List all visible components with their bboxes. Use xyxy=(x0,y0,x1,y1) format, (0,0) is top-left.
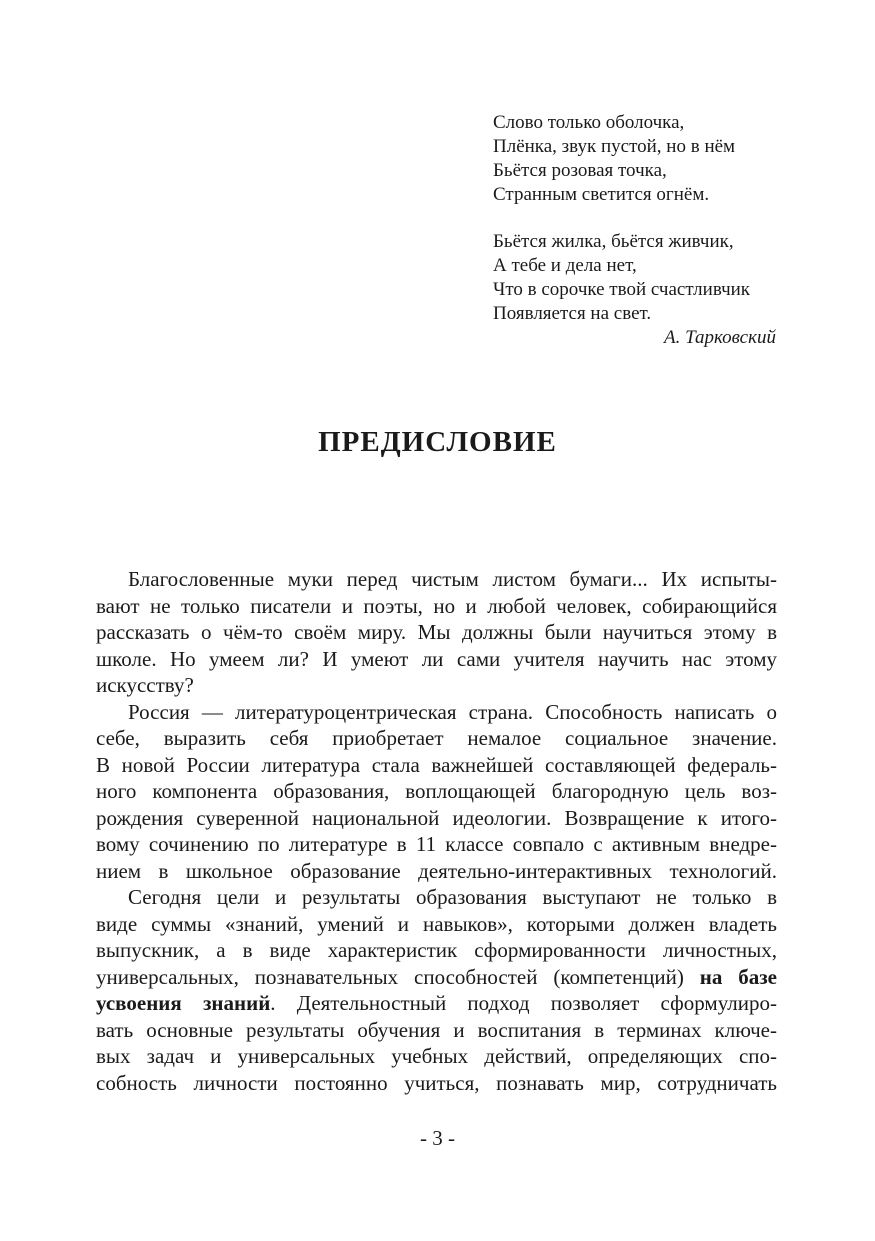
text-line: виде суммы «знаний, умений и навыков», которыми должен владеть xyxy=(96,911,777,936)
text-line: собность личности постоянно учиться, познавать мир, сотрудничать xyxy=(96,1070,777,1095)
verse-line: Слово только оболочка, xyxy=(493,112,685,133)
page-title: ПРЕДИСЛОВИЕ xyxy=(318,426,557,458)
verse-line: Что в сорочке твой счастливчик xyxy=(493,279,751,300)
verse-line: Странным светится огнём. xyxy=(493,184,710,205)
text-line: вых задач и универсальных учебных действий, определяющих спо- xyxy=(96,1044,777,1068)
verse-line: А тебе и дела нет, xyxy=(493,255,637,276)
text-line: рождения суверенной национальной идеологии. Возвращение к итого- xyxy=(96,805,777,830)
text-line: вают не только писатели и поэты, но и любой человек, собирающийся xyxy=(96,593,777,618)
verse-line: Бьётся жилка, бьётся живчик, xyxy=(493,231,734,252)
text-segment: универсальных, познавательных способностей (компетенций) xyxy=(96,964,700,989)
verse-line: Плёнка, звук пустой, но в нём xyxy=(493,136,736,157)
text-line: В новой России литература стала важнейшей составляющей федераль- xyxy=(96,752,777,777)
text-line: выпускник, а в виде характеристик сформированности личностных, xyxy=(96,938,777,962)
epigraph-author: А. Тарковский xyxy=(664,327,776,348)
verse-line: Бьётся розовая точка, xyxy=(493,160,667,181)
text-line: Благословенные муки перед чистым листом бумаги... Их испыты- xyxy=(128,567,777,591)
verse-line: Появляется на свет. xyxy=(493,303,652,324)
text-line: школе. Но умеем ли? И умеют ли сами учителя научить нас этому xyxy=(96,646,777,671)
text-line: Россия — литературоцентрическая страна. Способность написать о xyxy=(128,699,777,724)
text-line xyxy=(96,964,777,991)
text-line: вать основные результаты обучения и воспитания в терминах ключе- xyxy=(96,1017,777,1042)
epigraph xyxy=(493,111,793,326)
text-line xyxy=(96,990,777,1017)
body-text xyxy=(96,566,777,1096)
text-line: нием в школьное образование деятельно-интерактивных технологий. xyxy=(96,858,777,883)
text-line: рассказать о чём-то своём миру. Мы должны были научиться этому в xyxy=(96,620,777,644)
text-line: себе, выразить себя приобретает немалое социальное значение. xyxy=(96,726,777,750)
text-line: вому сочинению по литературе в 11 классе совпало с активным внедре- xyxy=(96,832,777,856)
bold-emphasis: усвоения знаний xyxy=(96,991,271,1015)
page-number: - 3 - xyxy=(420,1126,455,1150)
text-segment: . Деятельностный подход позволяет сформулиро- xyxy=(270,991,777,1015)
bold-emphasis: на базе xyxy=(699,964,777,989)
text-line: искусству? xyxy=(96,673,194,697)
text-line: Сегодня цели и результаты образования выступают не только в xyxy=(128,885,777,909)
text-line: ного компонента образования, воплощающей благородную цель воз- xyxy=(96,779,777,803)
epigraph-stanza-1 xyxy=(493,111,793,207)
epigraph-stanza-2 xyxy=(493,230,793,326)
